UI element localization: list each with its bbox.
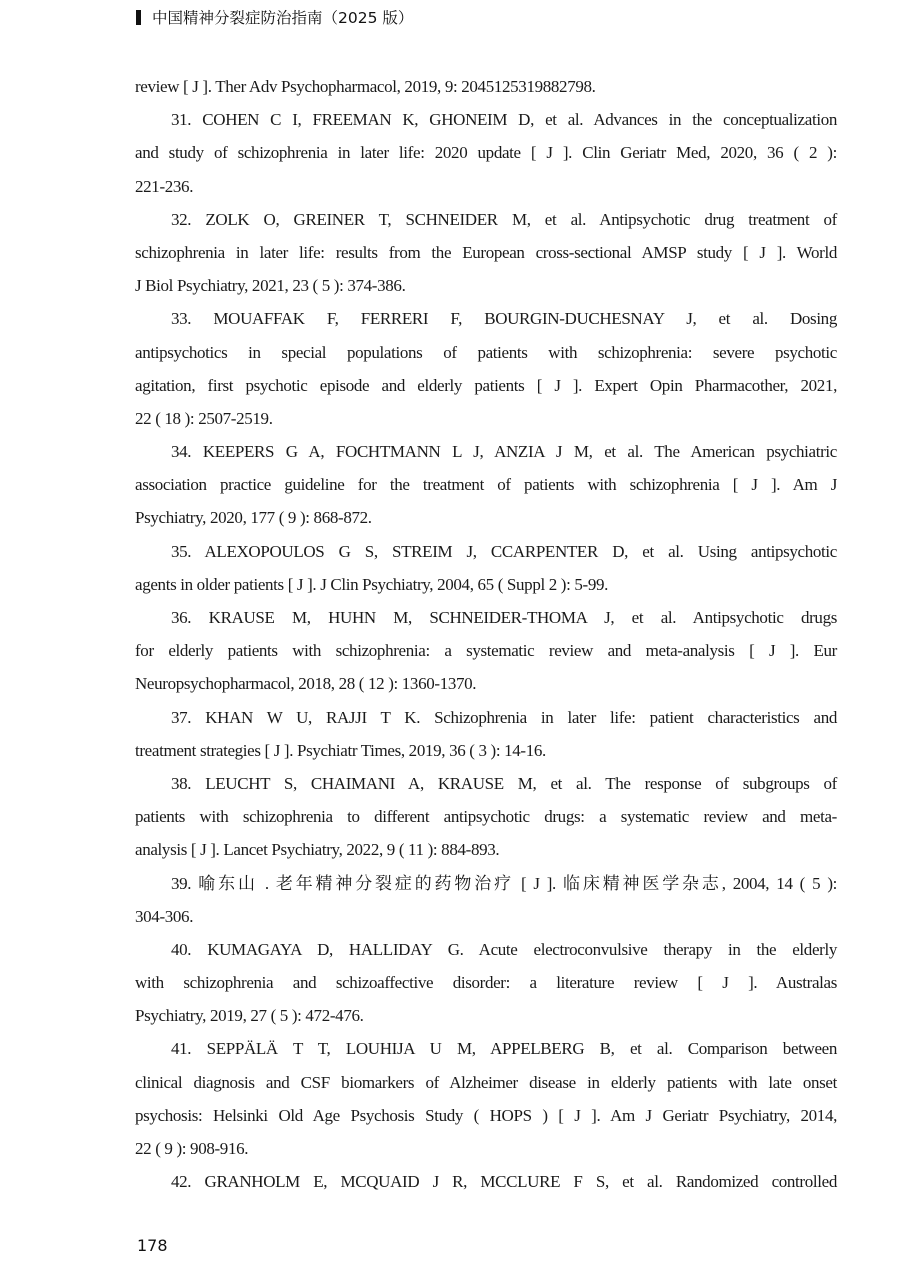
reference-entry-start: 41. SEPPÄLÄ T T, LOUHIJA U M, APPELBERG B, et al. Comparison between — [171, 1039, 837, 1059]
reference-line: schizophrenia in later life: results from the European cross-sectional AMSP study [ J ]. World — [135, 242, 837, 262]
running-header — [136, 6, 413, 28]
reference-line: agents in older patients [ J ]. J Clin Psychiatry, 2004, 65 ( Suppl 2 ): 5-99. — [135, 574, 609, 594]
reference-line: antipsychotics in special populations of patients with schizophrenia: severe psychotic — [135, 342, 837, 362]
reference-entry-start: 33. MOUAFFAK F, FERRERI F, BOURGIN-DUCHESNAY J, et al. Dosing — [171, 309, 837, 329]
reference-line: Psychiatry, 2019, 27 ( 5 ): 472-476. — [135, 1006, 364, 1026]
reference-line: association practice guideline for the treatment of patients with schizophrenia [ J ]. Am J — [135, 475, 837, 495]
reference-entry-start: 38. LEUCHT S, CHAIMANI A, KRAUSE M, et al. The response of subgroups of — [171, 773, 837, 793]
reference-line: 22 ( 18 ): 2507-2519. — [135, 408, 273, 428]
reference-entry-start: 36. KRAUSE M, HUHN M, SCHNEIDER-THOMA J, et al. Antipsychotic drugs — [171, 608, 837, 627]
reference-line: agitation, first psychotic episode and elderly patients [ J ]. Expert Opin Pharmacother, 2021, — [135, 375, 837, 395]
header-marker-icon — [136, 10, 141, 25]
reference-line: 22 ( 9 ): 908-916. — [135, 1139, 249, 1158]
page-number: 178 — [137, 1236, 168, 1255]
reference-line: clinical diagnosis and CSF biomarkers of Alzheimer disease in elderly patients with late onset — [135, 1072, 837, 1092]
reference-line: Neuropsychopharmacol, 2018, 28 ( 12 ): 1360-1370. — [135, 674, 477, 694]
reference-entry-start: 34. KEEPERS G A, FOCHTMANN L J, ANZIA J M, et al. The American psychiatric — [171, 442, 837, 462]
reference-entry-start: 37. KHAN W U, RAJJI T K. Schizophrenia in later life: patient characteristics and — [171, 707, 837, 727]
reference-line: Psychiatry, 2020, 177 ( 9 ): 868-872. — [135, 508, 372, 528]
reference-entry-start: 40. KUMAGAYA D, HALLIDAY G. Acute electroconvulsive therapy in the elderly — [171, 939, 837, 959]
header-title: 中国精神分裂症防治指南（2025 版） — [152, 9, 414, 27]
reference-entry-start: 35. ALEXOPOULOS G S, STREIM J, CCARPENTER D, et al. Using antipsychotic — [171, 541, 837, 561]
reference-entry-start: 42. GRANHOLM E, MCQUAID J R, MCCLURE F S, et al. Randomized controlled — [171, 1172, 837, 1192]
reference-entry-start: 39. 喻东山 . 老年精神分裂症的药物治疗 [ J ]. 临床精神医学杂志, 2004, 14 ( 5 ): — [171, 873, 837, 893]
reference-line: analysis [ J ]. Lancet Psychiatry, 2022, 9 ( 11 ): 884-893. — [135, 840, 500, 860]
reference-line: psychosis: Helsinki Old Age Psychosis Study ( HOPS ) [ J ]. Am J Geriatr Psychiatry, 2014, — [135, 1105, 837, 1125]
reference-line: for elderly patients with schizophrenia: a systematic review and meta-analysis [ J ]. Eur — [135, 641, 837, 661]
reference-line: review [ J ]. Ther Adv Psychopharmacol, 2019, 9: 2045125319882798. — [135, 77, 596, 96]
reference-line: and study of schizophrenia in later life: 2020 update [ J ]. Clin Geriatr Med, 2020, 36 ( 2 ): — [135, 143, 837, 163]
reference-entry-start: 32. ZOLK O, GREINER T, SCHNEIDER M, et al. Antipsychotic drug treatment of — [171, 209, 837, 229]
reference-line: 221-236. — [135, 176, 194, 196]
reference-line: with schizophrenia and schizoaffective disorder: a literature review [ J ]. Australas — [135, 973, 837, 993]
reference-line: 304-306. — [135, 906, 194, 926]
reference-line: patients with schizophrenia to different antipsychotic drugs: a systematic review and meta- — [135, 807, 837, 827]
reference-list — [135, 70, 837, 1198]
reference-line: treatment strategies [ J ]. Psychiatr Times, 2019, 36 ( 3 ): 14-16. — [135, 740, 546, 760]
reference-line: J Biol Psychiatry, 2021, 23 ( 5 ): 374-386. — [135, 276, 406, 296]
reference-entry-start: 31. COHEN C I, FREEMAN K, GHONEIM D, et al. Advances in the conceptualization — [171, 110, 837, 130]
